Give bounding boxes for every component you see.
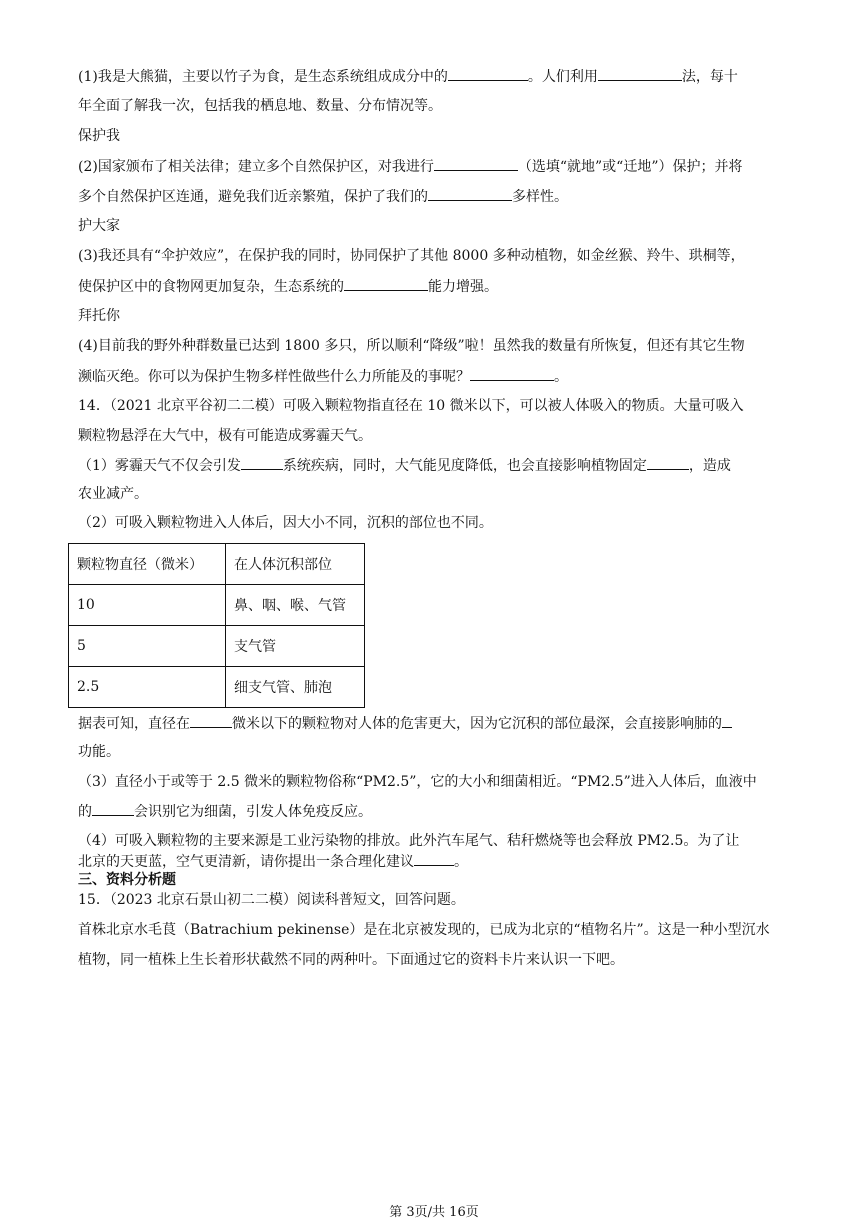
- q15-paragraph-line1: 首株北京水毛茛（Batrachium pekinense）是在北京被发现的，已成为北京的“植物名片”。这是一种小型沉水: [78, 922, 770, 938]
- answer-blank: [92, 801, 134, 816]
- answer-blank: [344, 276, 428, 291]
- q15-paragraph-line2: 植物，同一植株上生长着形状截然不同的两种叶。下面通过它的资料卡片来认识一下吧。: [78, 952, 624, 968]
- q14-sub3-line2: 的 会识别它为细菌，引发人体免疫反应。: [78, 801, 372, 822]
- q14-sub1-line1: （1）雾霾天气不仅会引发 系统疾病，同时，大气能见度降低，也会直接影响植物固定 ，造成: [78, 455, 731, 476]
- section-heading: 三、资料分析题: [78, 872, 176, 888]
- answer-blank: [434, 156, 518, 171]
- q13-part3-line2: 使保护区中的食物网更加复杂，生态系统的 能力增强。: [78, 276, 498, 297]
- table-cell: 支气管: [226, 626, 365, 667]
- particle-deposition-table: [68, 543, 365, 708]
- q14-intro-line1: 14．（2021 北京平谷初二二模）可吸入颗粒物指直径在 10 微米以下，可以被人体吸入的物质。大量可吸入: [78, 398, 744, 414]
- subheading-protect: 保护我: [78, 128, 120, 144]
- table-header-row: [69, 544, 365, 585]
- q13-part1-line2: 年全面了解我一次，包括我的栖息地、数量、分布情况等。: [78, 98, 442, 114]
- answer-blank: [470, 366, 554, 381]
- answer-blank: [448, 66, 528, 81]
- q13-part4-line1: (4)目前我的野外种群数量已达到 1800 多只，所以顺利“降级”啦！虽然我的数量有所恢复，但还有其它生物: [78, 338, 745, 354]
- table-cell: 10: [69, 585, 226, 626]
- answer-blank: [190, 713, 232, 728]
- page-number: 第 3页/共 16页: [389, 1205, 479, 1220]
- q14-sub4-line1: （4）可吸入颗粒物的主要来源是工业污染物的排放。此外汽车尾气、秸秆燃烧等也会释放 PM2.5。为了让: [78, 833, 740, 849]
- answer-blank: [241, 455, 283, 470]
- q14-table-followup-line1: 据表可知，直径在 微米以下的颗粒物对人体的危害更大，因为它沉积的部位最深，会直接影响肺的: [78, 713, 732, 734]
- table-row: [69, 626, 365, 667]
- q14-table-followup-line2: 功能。: [78, 744, 120, 760]
- subheading-ask: 拜托你: [78, 308, 120, 324]
- table-header-cell: 颗粒物直径（微米）: [69, 544, 226, 585]
- answer-blank: [428, 186, 512, 201]
- q14-intro-line2: 颗粒物悬浮在大气中，极有可能造成雾霾天气。: [78, 428, 372, 444]
- q15-intro: 15．（2023 北京石景山初二二模）阅读科普短文，回答问题。: [78, 892, 465, 908]
- q13-part2-line1: (2)国家颁布了相关法律；建立多个自然保护区，对我进行 （选填“就地”或“迁地”）保护；并将: [78, 156, 742, 177]
- table-row: [69, 585, 365, 626]
- q14-sub4-line2: 北京的天更蓝，空气更清新，请你提出一条合理化建议 。: [78, 851, 468, 872]
- answer-blank: [598, 66, 682, 81]
- subheading-guard: 护大家: [78, 218, 120, 234]
- table-cell: 2.5: [69, 667, 226, 708]
- answer-blank: [414, 851, 454, 866]
- table-cell: 鼻、咽、喉、气管: [226, 585, 365, 626]
- table-header-cell: 在人体沉积部位: [226, 544, 365, 585]
- q14-sub3-line1: （3）直径小于或等于 2.5 微米的颗粒物俗称“PM2.5”，它的大小和细菌相近。“PM2.5”进入人体后，血液中: [78, 774, 757, 790]
- table-cell: 5: [69, 626, 226, 667]
- q13-part4-line2: 濒临灭绝。你可以为保护生物多样性做些什么力所能及的事呢？ 。: [78, 366, 568, 387]
- answer-blank: [647, 455, 689, 470]
- answer-blank: [722, 713, 732, 728]
- table-cell: 细支气管、肺泡: [226, 667, 365, 708]
- q14-sub2: （2）可吸入颗粒物进入人体后，因大小不同，沉积的部位也不同。: [78, 515, 493, 531]
- q14-sub1-line2: 农业减产。: [78, 486, 148, 502]
- q13-part2-line2: 多个自然保护区连通，避免我们近亲繁殖，保护了我们的 多样性。: [78, 186, 568, 207]
- table-row: [69, 667, 365, 708]
- q13-part3-line1: (3)我还具有“伞护效应”，在保护我的同时，协同保护了其他 8000 多种动植物，如金丝猴、羚牛、珙桐等，: [78, 248, 745, 264]
- q13-part1-line1: (1)我是大熊猫，主要以竹子为食，是生态系统组成成分中的 。人们利用 法，每十: [78, 66, 738, 87]
